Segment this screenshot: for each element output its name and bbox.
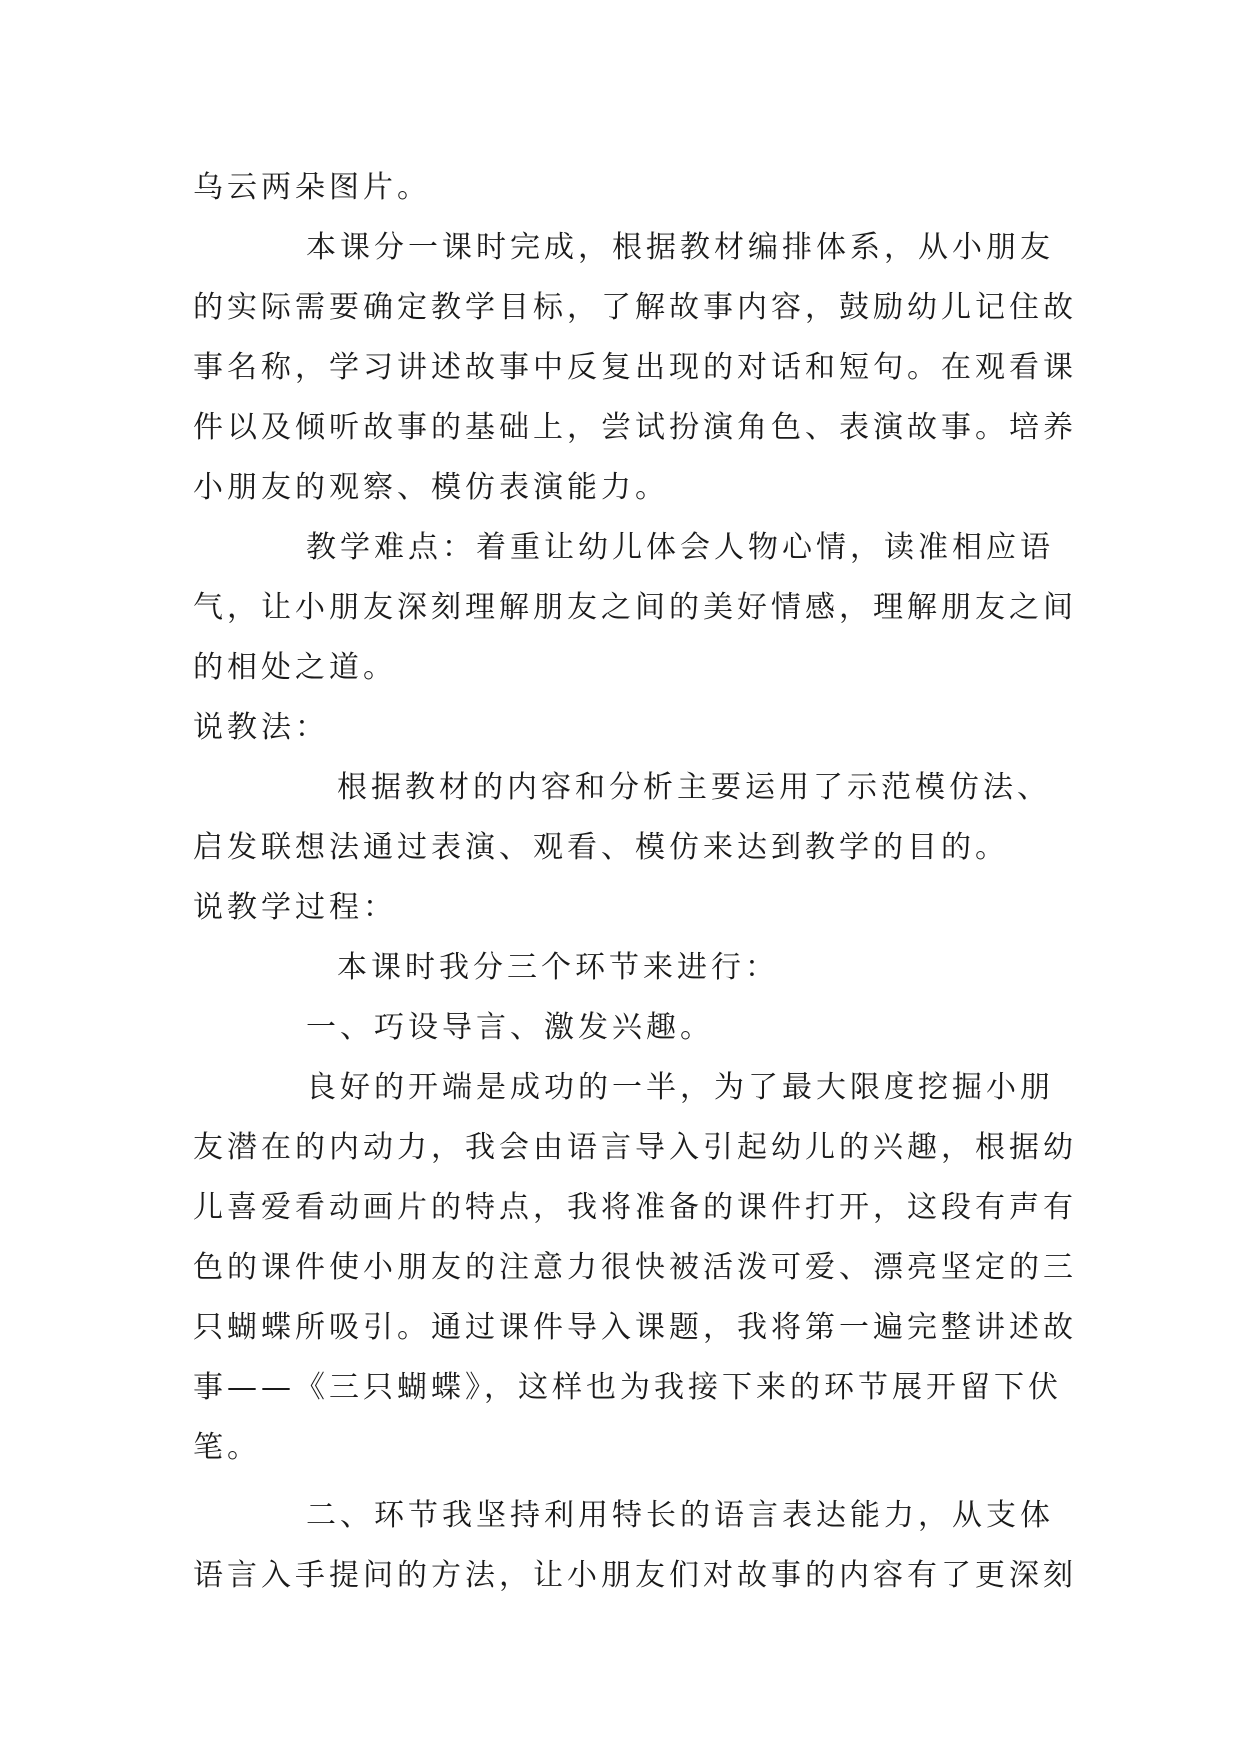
subsection-heading: 一、巧设导言、激发兴趣。 bbox=[306, 1010, 714, 1045]
paragraph-start: 良好的开端是成功的一半，为了最大限度挖掘小朋 bbox=[306, 1070, 1054, 1105]
paragraph-start: 二、环节我坚持利用特长的语言表达能力，从支体 bbox=[306, 1498, 1054, 1533]
text-line: 事名称，学习讲述故事中反复出现的对话和短句。在观看课 bbox=[193, 350, 1077, 385]
text-line: 启发联想法通过表演、观看、模仿来达到教学的目的。 bbox=[193, 830, 1009, 865]
paragraph-start: 本课时我分三个环节来进行： bbox=[337, 950, 779, 985]
paragraph-start: 根据教材的内容和分析主要运用了示范模仿法、 bbox=[337, 770, 1051, 805]
text-line: 乌云两朵图片。 bbox=[193, 170, 431, 205]
text-line: 友潜在的内动力，我会由语言导入引起幼儿的兴趣，根据幼 bbox=[193, 1130, 1077, 1165]
text-line: 小朋友的观察、模仿表演能力。 bbox=[193, 470, 669, 505]
section-heading: 说教学过程： bbox=[193, 890, 397, 925]
text-line: 的相处之道。 bbox=[193, 650, 397, 685]
text-line: 语言入手提问的方法，让小朋友们对故事的内容有了更深刻 bbox=[193, 1558, 1077, 1593]
section-heading: 说教法： bbox=[193, 710, 329, 745]
text-line: 只蝴蝶所吸引。通过课件导入课题，我将第一遍完整讲述故 bbox=[193, 1310, 1077, 1345]
paragraph-start: 教学难点：着重让幼儿体会人物心情，读准相应语 bbox=[306, 530, 1054, 565]
document-body bbox=[193, 158, 1077, 1606]
text-line: 儿喜爱看动画片的特点，我将准备的课件打开，这段有声有 bbox=[193, 1190, 1077, 1225]
text-line: 色的课件使小朋友的注意力很快被活泼可爱、漂亮坚定的三 bbox=[193, 1250, 1077, 1285]
text-line: 笔。 bbox=[193, 1430, 261, 1465]
paragraph-start: 本课分一课时完成，根据教材编排体系，从小朋友 bbox=[306, 230, 1054, 265]
text-line: 的实际需要确定教学目标，了解故事内容，鼓励幼儿记住故 bbox=[193, 290, 1077, 325]
text-line: 事——《三只蝴蝶》，这样也为我接下来的环节展开留下伏 bbox=[193, 1370, 1062, 1405]
text-line: 气，让小朋友深刻理解朋友之间的美好情感，理解朋友之间 bbox=[193, 590, 1077, 625]
text-line: 件以及倾听故事的基础上，尝试扮演角色、表演故事。培养 bbox=[193, 410, 1077, 445]
